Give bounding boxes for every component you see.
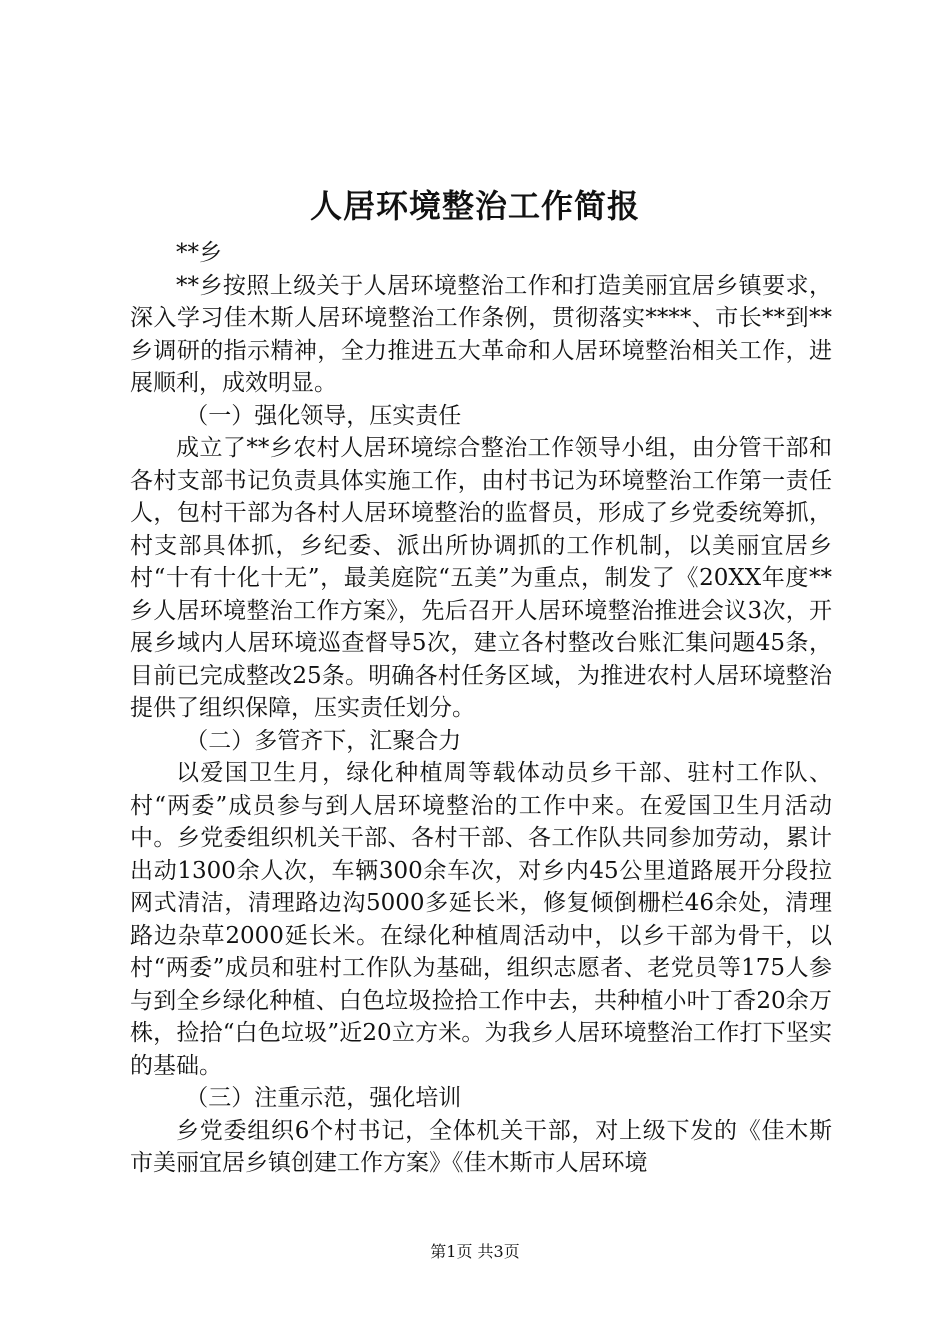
section-heading-1: （一）强化领导，压实责任: [185, 402, 462, 429]
section-paragraph-3: 乡党委组织6个村书记，全体机关干部，对上级下发的《佳木斯市美丽宜居乡镇创建工作方案》《佳木斯市人居环境: [130, 1117, 832, 1176]
page-number-footer: 第1页 共3页: [430, 1242, 520, 1261]
document-title: 人居环境整治工作简报: [309, 187, 640, 225]
section-heading-2: （二）多管齐下，汇聚合力: [185, 727, 462, 754]
author-line: **乡: [176, 240, 222, 266]
document-body: [130, 237, 832, 1180]
section-paragraph-1: 成立了**乡农村人居环境综合整治工作领导小组，由分管干部和各村支部书记负责具体实施工作，由村书记为环境整治工作第一责任人，包村干部为各村人居环境整治的监督员，形成了乡党委统筹抓，村支部具体抓，乡纪委、派出所协调抓的工作机制，以美丽宜居乡村“十有十化十无”，最美庭院“五美”为重点，制发了《20XX年度**乡人居环境整治工作方案》，先后召开人居环境整治推进会议3次，开展乡域内人居环境巡查督导5次，建立各村整改台账汇集问题45条，目前已完成整改25条。明确各村任务区域，为推进农村人居环境整治提供了组织保障，压实责任划分。: [130, 435, 832, 721]
section-heading-3: （三）注重示范，强化培训: [185, 1085, 462, 1111]
intro-paragraph: **乡按照上级关于人居环境整治工作和打造美丽宜居乡镇要求，深入学习佳木斯人居环境整治工作条例，贯彻落实****、市长**到**乡调研的指示精神，全力推进五大革命和人居环境整治相关工作，进展顺利，成效明显。: [130, 272, 832, 396]
section-paragraph-2: 以爱国卫生月，绿化种植周等载体动员乡干部、驻村工作队、村“两委”成员参与到人居环境整治的工作中来。在爱国卫生月活动中。乡党委组织机关干部、各村干部、各工作队共同参加劳动，累计出动1300余人次，车辆300余车次，对乡内45公里道路展开分段拉网式清洁，清理路边沟5000多延长米，修复倾倒栅栏46余处，清理路边杂草2000延长米。在绿化种植周活动中，以乡干部为骨干，以村“两委”成员和驻村工作队为基础，组织志愿者、老党员等175人参与到全乡绿化种植、白色垃圾捡拾工作中去，共种植小叶丁香20余万株，捡拾“白色垃圾”近20立方米。为我乡人居环境整治工作打下坚实的基础。: [130, 760, 832, 1079]
